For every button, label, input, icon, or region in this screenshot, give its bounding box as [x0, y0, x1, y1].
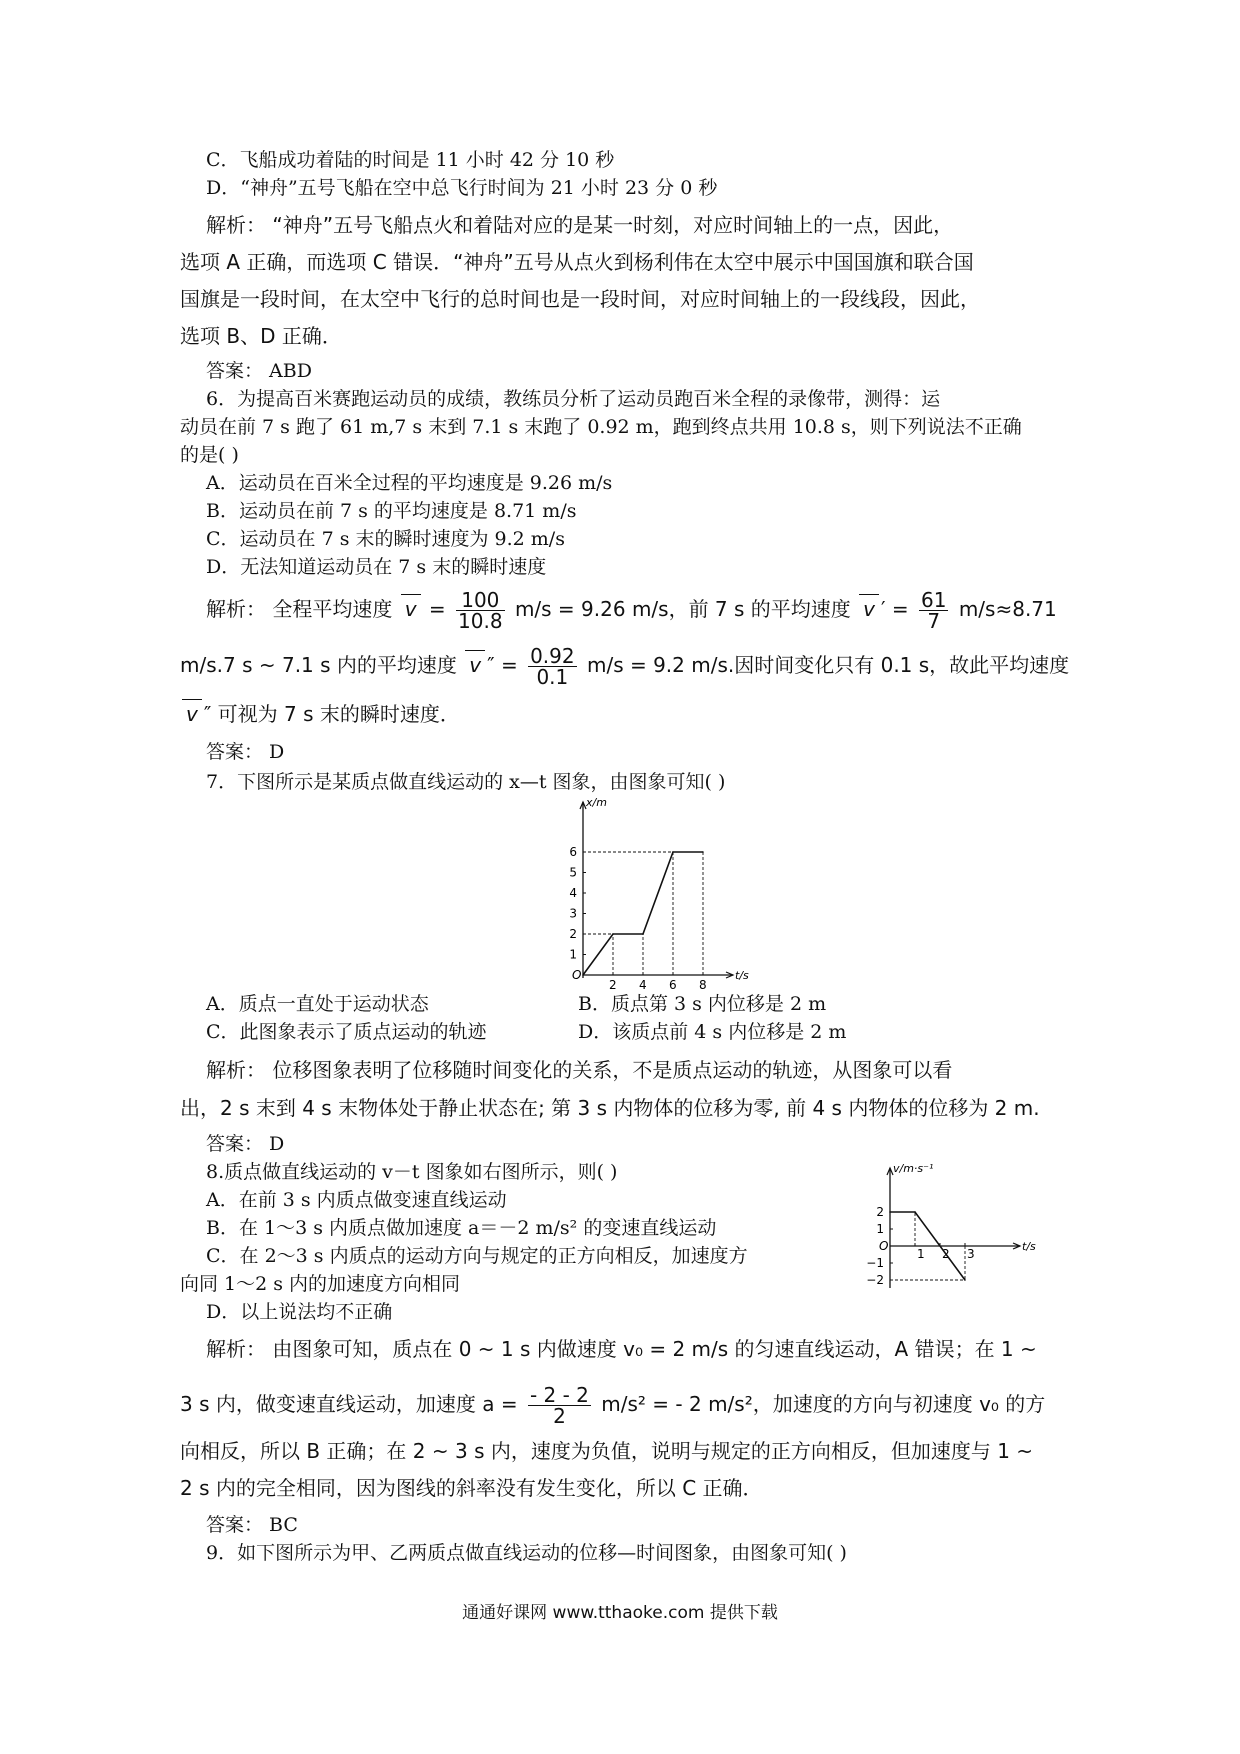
solution-line: 选项 A 正确，而选项 C 错误．“神舟”五号从点火到杨利伟在太空中展示中国国旗和联合国: [180, 250, 974, 274]
answer-line: 答案： BC: [206, 1514, 298, 1536]
question-7: 7．下图所示是某质点做直线运动的 x—t 图象，由图象可知( ): [206, 771, 726, 793]
y-tick-label: −2: [866, 1273, 884, 1287]
x-axis-label: t/s: [1022, 1240, 1036, 1253]
option-c: C．飞船成功着陆的时间是 11 小时 42 分 10 秒: [206, 149, 615, 171]
y-tick-label: 6: [569, 845, 577, 859]
x-tick-label: 2: [609, 978, 617, 992]
x-tick-label: 2: [942, 1247, 950, 1261]
data-point: [672, 851, 674, 853]
numerator: - 2 - 2: [529, 1383, 589, 1407]
option-c: C．在 2～3 s 内质点的运动方向与规定的正方向相反，加速度方: [206, 1245, 748, 1267]
average-velocity-symbol: v: [469, 653, 482, 677]
origin-label: O: [572, 968, 582, 982]
average-velocity-symbol: v: [863, 597, 875, 621]
option-b: B．在 1～3 s 内质点做加速度 a＝－2 m/s² 的变速直线运动: [206, 1217, 717, 1239]
denominator: 2: [553, 1404, 566, 1428]
y-axis-label: v/m·s⁻¹: [893, 1162, 934, 1175]
option-d: D．该质点前 4 s 内位移是 2 m: [578, 1021, 847, 1043]
question-text: 的是( ): [180, 444, 239, 466]
option-c-cont: 向同 1～2 s 内的加速度方向相同: [180, 1273, 461, 1295]
prime-mark: ″ =: [487, 653, 518, 677]
y-tick-label: −1: [866, 1256, 884, 1270]
option-d: D．以上说法均不正确: [206, 1301, 393, 1323]
v-t-chart: [860, 1160, 1036, 1290]
solution-line: [180, 646, 1069, 687]
data-point: [964, 1279, 966, 1281]
question-9: 9．如下图所示为甲、乙两质点做直线运动的位移—时间图象，由图象可知( ): [206, 1542, 847, 1564]
question-text: 动员在前 7 s 跑了 61 m,7 s 末到 7.1 s 末跑了 0.92 m，跑到终点共用 10.8 s，则下列说法不正确: [180, 416, 1022, 438]
x-axis-label: t/s: [735, 969, 749, 982]
solution-text: 解析： 全程平均速度: [206, 597, 393, 621]
equals-sign: =: [428, 597, 446, 621]
solution-line: [206, 590, 1057, 631]
fraction: [919, 590, 948, 631]
y-tick-label: 1: [876, 1222, 884, 1236]
solution-line: 解析： 位移图象表明了位移随时间变化的关系，不是质点运动的轨迹，从图象可以看: [206, 1058, 953, 1082]
question-6: 6．为提高百米赛跑运动员的成绩，教练员分析了运动员跑百米全程的录像带，测得：运: [206, 388, 941, 410]
x-tick-label: 6: [669, 978, 677, 992]
prime-mark: ′ =: [881, 597, 909, 621]
option-d: D．“神舟”五号飞船在空中总飞行时间为 21 小时 23 分 0 秒: [206, 177, 718, 199]
option-b: B．运动员在前 7 s 的平均速度是 8.71 m/s: [206, 500, 577, 522]
answer-line: 答案： D: [206, 1133, 285, 1155]
x-t-chart: [555, 790, 749, 992]
answer-line: 答案： D: [206, 741, 285, 763]
solution-text: m/s = 9.26 m/s，前 7 s 的平均速度: [514, 597, 851, 621]
y-tick-label: 3: [569, 906, 577, 921]
x-tick-label: 4: [639, 978, 647, 992]
solution-text: m/s² = - 2 m/s²，加速度的方向与初速度 v₀ 的方: [601, 1392, 1046, 1416]
fraction: [528, 1385, 591, 1426]
option-a: A．质点一直处于运动状态: [206, 993, 429, 1015]
solution-line: 解析： 由图象可知，质点在 0 ~ 1 s 内做速度 v₀ = 2 m/s 的匀速直线运动，A 错误；在 1 ~: [206, 1337, 1037, 1361]
solution-text: ″ 可视为 7 s 末的瞬时速度．: [203, 702, 460, 726]
y-tick-label: 2: [876, 1205, 884, 1219]
data-point: [702, 851, 704, 853]
data-point: [889, 1211, 891, 1213]
page-footer: 通通好课网 www.tthaoke.com 提供下载: [462, 1603, 778, 1623]
numerator: 100: [456, 590, 505, 611]
option-a: A．在前 3 s 内质点做变速直线运动: [206, 1189, 507, 1211]
average-velocity-symbol: v: [404, 597, 417, 621]
data-point: [914, 1211, 916, 1213]
x-tick-label: 1: [917, 1247, 925, 1261]
numerator: 61: [921, 588, 947, 612]
option-d: D．无法知道运动员在 7 s 末的瞬时速度: [206, 556, 547, 578]
data-point: [612, 933, 614, 935]
x-tick-label: 8: [699, 978, 707, 992]
solution-line: 国旗是一段时间，在太空中飞行的总时间也是一段时间，对应时间轴上的一段线段，因此，: [180, 287, 980, 311]
denominator: 0.1: [536, 665, 569, 689]
numerator: 0.92: [530, 644, 575, 668]
y-tick-label: 2: [569, 927, 577, 941]
fraction: [528, 646, 577, 687]
solution-line: [180, 1385, 1045, 1426]
answer-line: 答案： ABD: [206, 360, 312, 382]
solution-line: 2 s 内的完全相同，因为图线的斜率没有发生变化，所以 C 正确．: [180, 1476, 763, 1500]
y-tick-label: 4: [569, 886, 577, 900]
option-b: B．质点第 3 s 内位移是 2 m: [578, 993, 827, 1015]
option-c: C．运动员在 7 s 末的瞬时速度为 9.2 m/s: [206, 528, 565, 550]
solution-line: 解析： “神舟”五号飞船点火和着陆对应的是某一时刻，对应时间轴上的一点，因此，: [206, 213, 954, 237]
y-tick-label: 5: [569, 865, 577, 880]
denominator: 10.8: [458, 609, 503, 633]
question-8: 8.质点做直线运动的 v－t 图象如右图所示，则( ): [206, 1161, 618, 1183]
data-point: [582, 974, 584, 976]
y-axis-label: x/m: [586, 796, 607, 809]
solution-text: 3 s 内，做变速直线运动，加速度 a =: [180, 1392, 518, 1416]
option-a: A．运动员在百米全过程的平均速度是 9.26 m/s: [206, 472, 613, 494]
denominator: 7: [927, 609, 941, 633]
solution-line: [180, 700, 460, 728]
solution-text: m/s≈8.71: [958, 597, 1057, 621]
data-line: [583, 852, 703, 975]
origin-label: O: [879, 1239, 889, 1253]
solution-text: m/s = 9.2 m/s.因时间变化只有 0.1 s，故此平均速度: [586, 653, 1070, 677]
fraction: [456, 590, 505, 631]
average-velocity-symbol: v: [186, 702, 198, 726]
solution-line: 选项 B、D 正确．: [180, 324, 342, 348]
data-point: [642, 933, 644, 935]
solution-text: m/s.7 s ~ 7.1 s 内的平均速度: [180, 653, 457, 677]
option-c: C．此图象表示了质点运动的轨迹: [206, 1021, 487, 1043]
y-tick-label: 1: [569, 947, 577, 962]
solution-line: 向相反，所以 B 正确；在 2 ~ 3 s 内，速度为负值，说明与规定的正方向相反，但加速度与 1 ~: [180, 1439, 1034, 1463]
x-tick-label: 3: [967, 1247, 975, 1261]
solution-line: 出，2 s 末到 4 s 末物体处于静止状态在; 第 3 s 内物体的位移为零, 前 4 s 内物体的位移为 2 m.: [180, 1096, 1040, 1120]
